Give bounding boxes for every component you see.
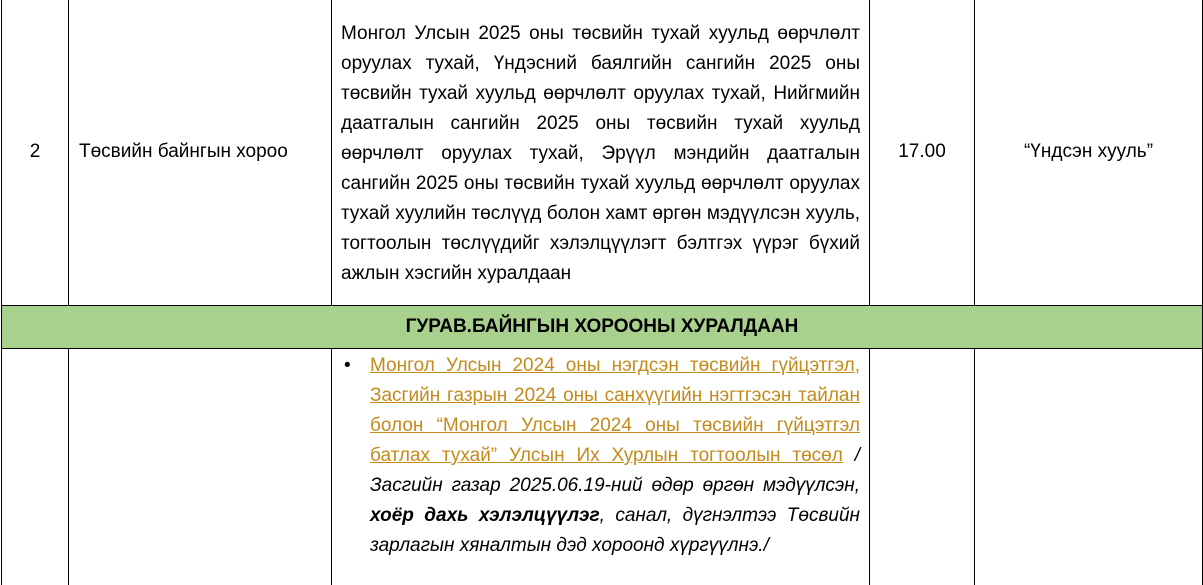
bullet-icon: • — [344, 355, 351, 376]
note-bold-text: хоёр дахь хэлэлцүүлэг — [370, 505, 600, 526]
note-text: /Засгийн газар 2025.06.19-ний өдөр өргөн мэдүүлсэн, — [370, 445, 860, 496]
table-row — [2, 0, 1203, 306]
row-number: 2 — [2, 0, 69, 306]
description-cell: Монгол Улсын 2025 оны төсвийн тухай хуульд өөрчлөлт оруулах тухай, Үндэсний баялгийн сангийн 2025 оны төсвийн тухай хуульд өөрчлөлт оруулах тухай, Нийгмийн даатгалын сангийн 2025 оны төсвийн тухай хуульд өөрчлөлт оруулах тухай, Эрүүл мэндийн даатгалын сангийн 2025 оны төсвийн тухай хуульд өөрчлөлт оруулах тухай хуулийн төслүүд болон хамт өргөн мэдүүлсэн хууль, тогтоолын төслүүдийг хэлэлцүүлэгт бэлтгэх үүрэг бүхий ажлын хэсгийн хуралдаан — [332, 0, 870, 306]
description-cell — [332, 349, 870, 585]
table-row — [2, 349, 1203, 585]
time-cell — [870, 349, 975, 585]
location-cell: “Үндсэн хууль” — [975, 0, 1203, 306]
location-cell — [975, 349, 1203, 585]
time-cell: 17.00 — [870, 0, 975, 306]
document-link[interactable]: Монгол Улсын 2024 оны нэгдсэн төсвийн гүйцэтгэл, Засгийн газрын 2024 оны санхүүгийн нэгтгэсэн тайлан болон “Монгол Улсын 2024 оны төсвийн гүйцэтгэл батлах тухай” Улсын Их Хурлын тогтоолын төсөл — [370, 355, 860, 466]
section-header-row — [2, 306, 1203, 349]
organizer-cell — [69, 349, 332, 585]
note-text-end: , санал, дүгнэлтээ Төсвийн зарлагын хяналтын дэд хороонд хүргүүлнэ./ — [370, 505, 860, 556]
agenda-item — [332, 349, 869, 561]
organizer-cell: Төсвийн байнгын хороо — [69, 0, 332, 306]
agenda-table — [1, 0, 1203, 585]
row-number — [2, 349, 69, 585]
section-title: ГУРАВ.БАЙНГЫН ХОРООНЫ ХУРАЛДААН — [2, 306, 1203, 349]
